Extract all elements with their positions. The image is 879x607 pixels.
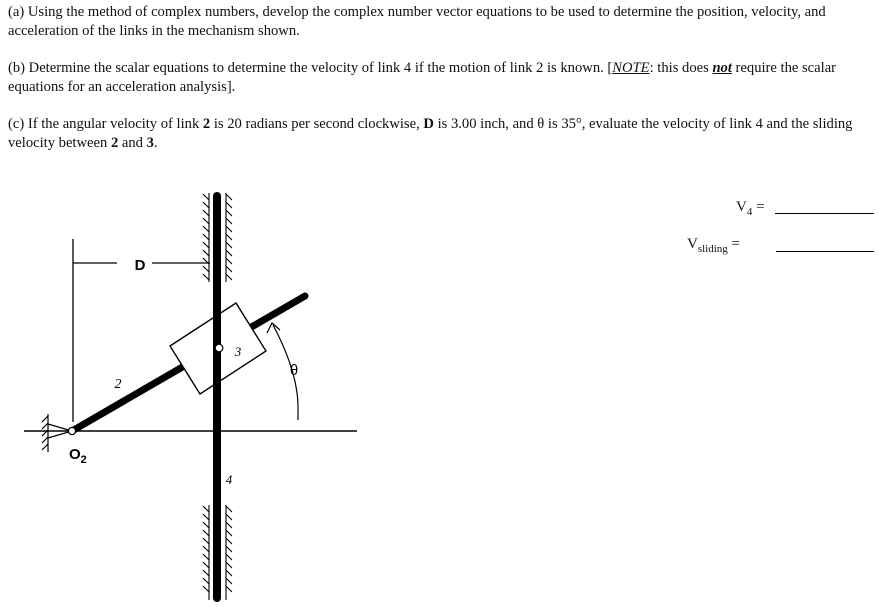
- label-o-main: O: [69, 446, 81, 463]
- vsliding-answer-blank[interactable]: [776, 251, 874, 252]
- part-b-middle: : this does: [649, 60, 713, 76]
- pivot-o2: [68, 427, 75, 434]
- part-a-body: (a) Using the method of complex numbers, develop the complex number vector equations to be used to determine the position, velocity, and acceleration of the links in the mechanism shown.: [8, 4, 826, 39]
- label-link-2: 2: [114, 377, 122, 392]
- part-c-2: is 20 radians per second clockwise,: [210, 116, 424, 132]
- vsliding-label: [687, 236, 740, 255]
- part-c-4: and: [118, 135, 147, 151]
- label-theta: θ: [289, 362, 299, 379]
- v4-answer-blank[interactable]: [775, 213, 874, 214]
- part-b-start: (b) Determine the scalar equations to determine the velocity of link 4 if the motion of link 2 is known. [: [8, 60, 613, 76]
- label-link-3: 3: [234, 344, 242, 359]
- part-c-3: is 3.00 inch, and θ is 35°, evaluate the velocity of link 4 and the sliding velocity between: [8, 116, 853, 151]
- v4-label: [736, 199, 765, 218]
- part-c-5: .: [153, 135, 158, 151]
- v4-eq: =: [752, 199, 765, 215]
- part-c-d-symbol: D: [423, 116, 434, 132]
- part-c-1: (c) If the angular velocity of link: [8, 116, 203, 132]
- label-o2: [69, 446, 87, 466]
- part-c-link-a: 2: [110, 135, 119, 151]
- part-b-end: require the scalar equations for an acceleration analysis].: [8, 60, 837, 95]
- v4-sub: 4: [746, 206, 753, 218]
- label-o-sub: 2: [80, 454, 87, 466]
- vs-sub: sliding: [697, 243, 728, 255]
- note-word: NOTE: [612, 60, 650, 76]
- v4-main: V: [736, 199, 747, 215]
- ground-pivot-hatch: [42, 414, 72, 452]
- part-c-link-num: 2: [202, 116, 211, 132]
- pin-joint: [215, 344, 223, 352]
- label-d: D: [134, 257, 146, 274]
- part-c-link-b: 3: [146, 135, 154, 151]
- vs-main: V: [687, 236, 698, 252]
- not-word: not: [712, 60, 732, 76]
- label-link-4: 4: [225, 472, 233, 487]
- vs-eq: =: [727, 236, 741, 252]
